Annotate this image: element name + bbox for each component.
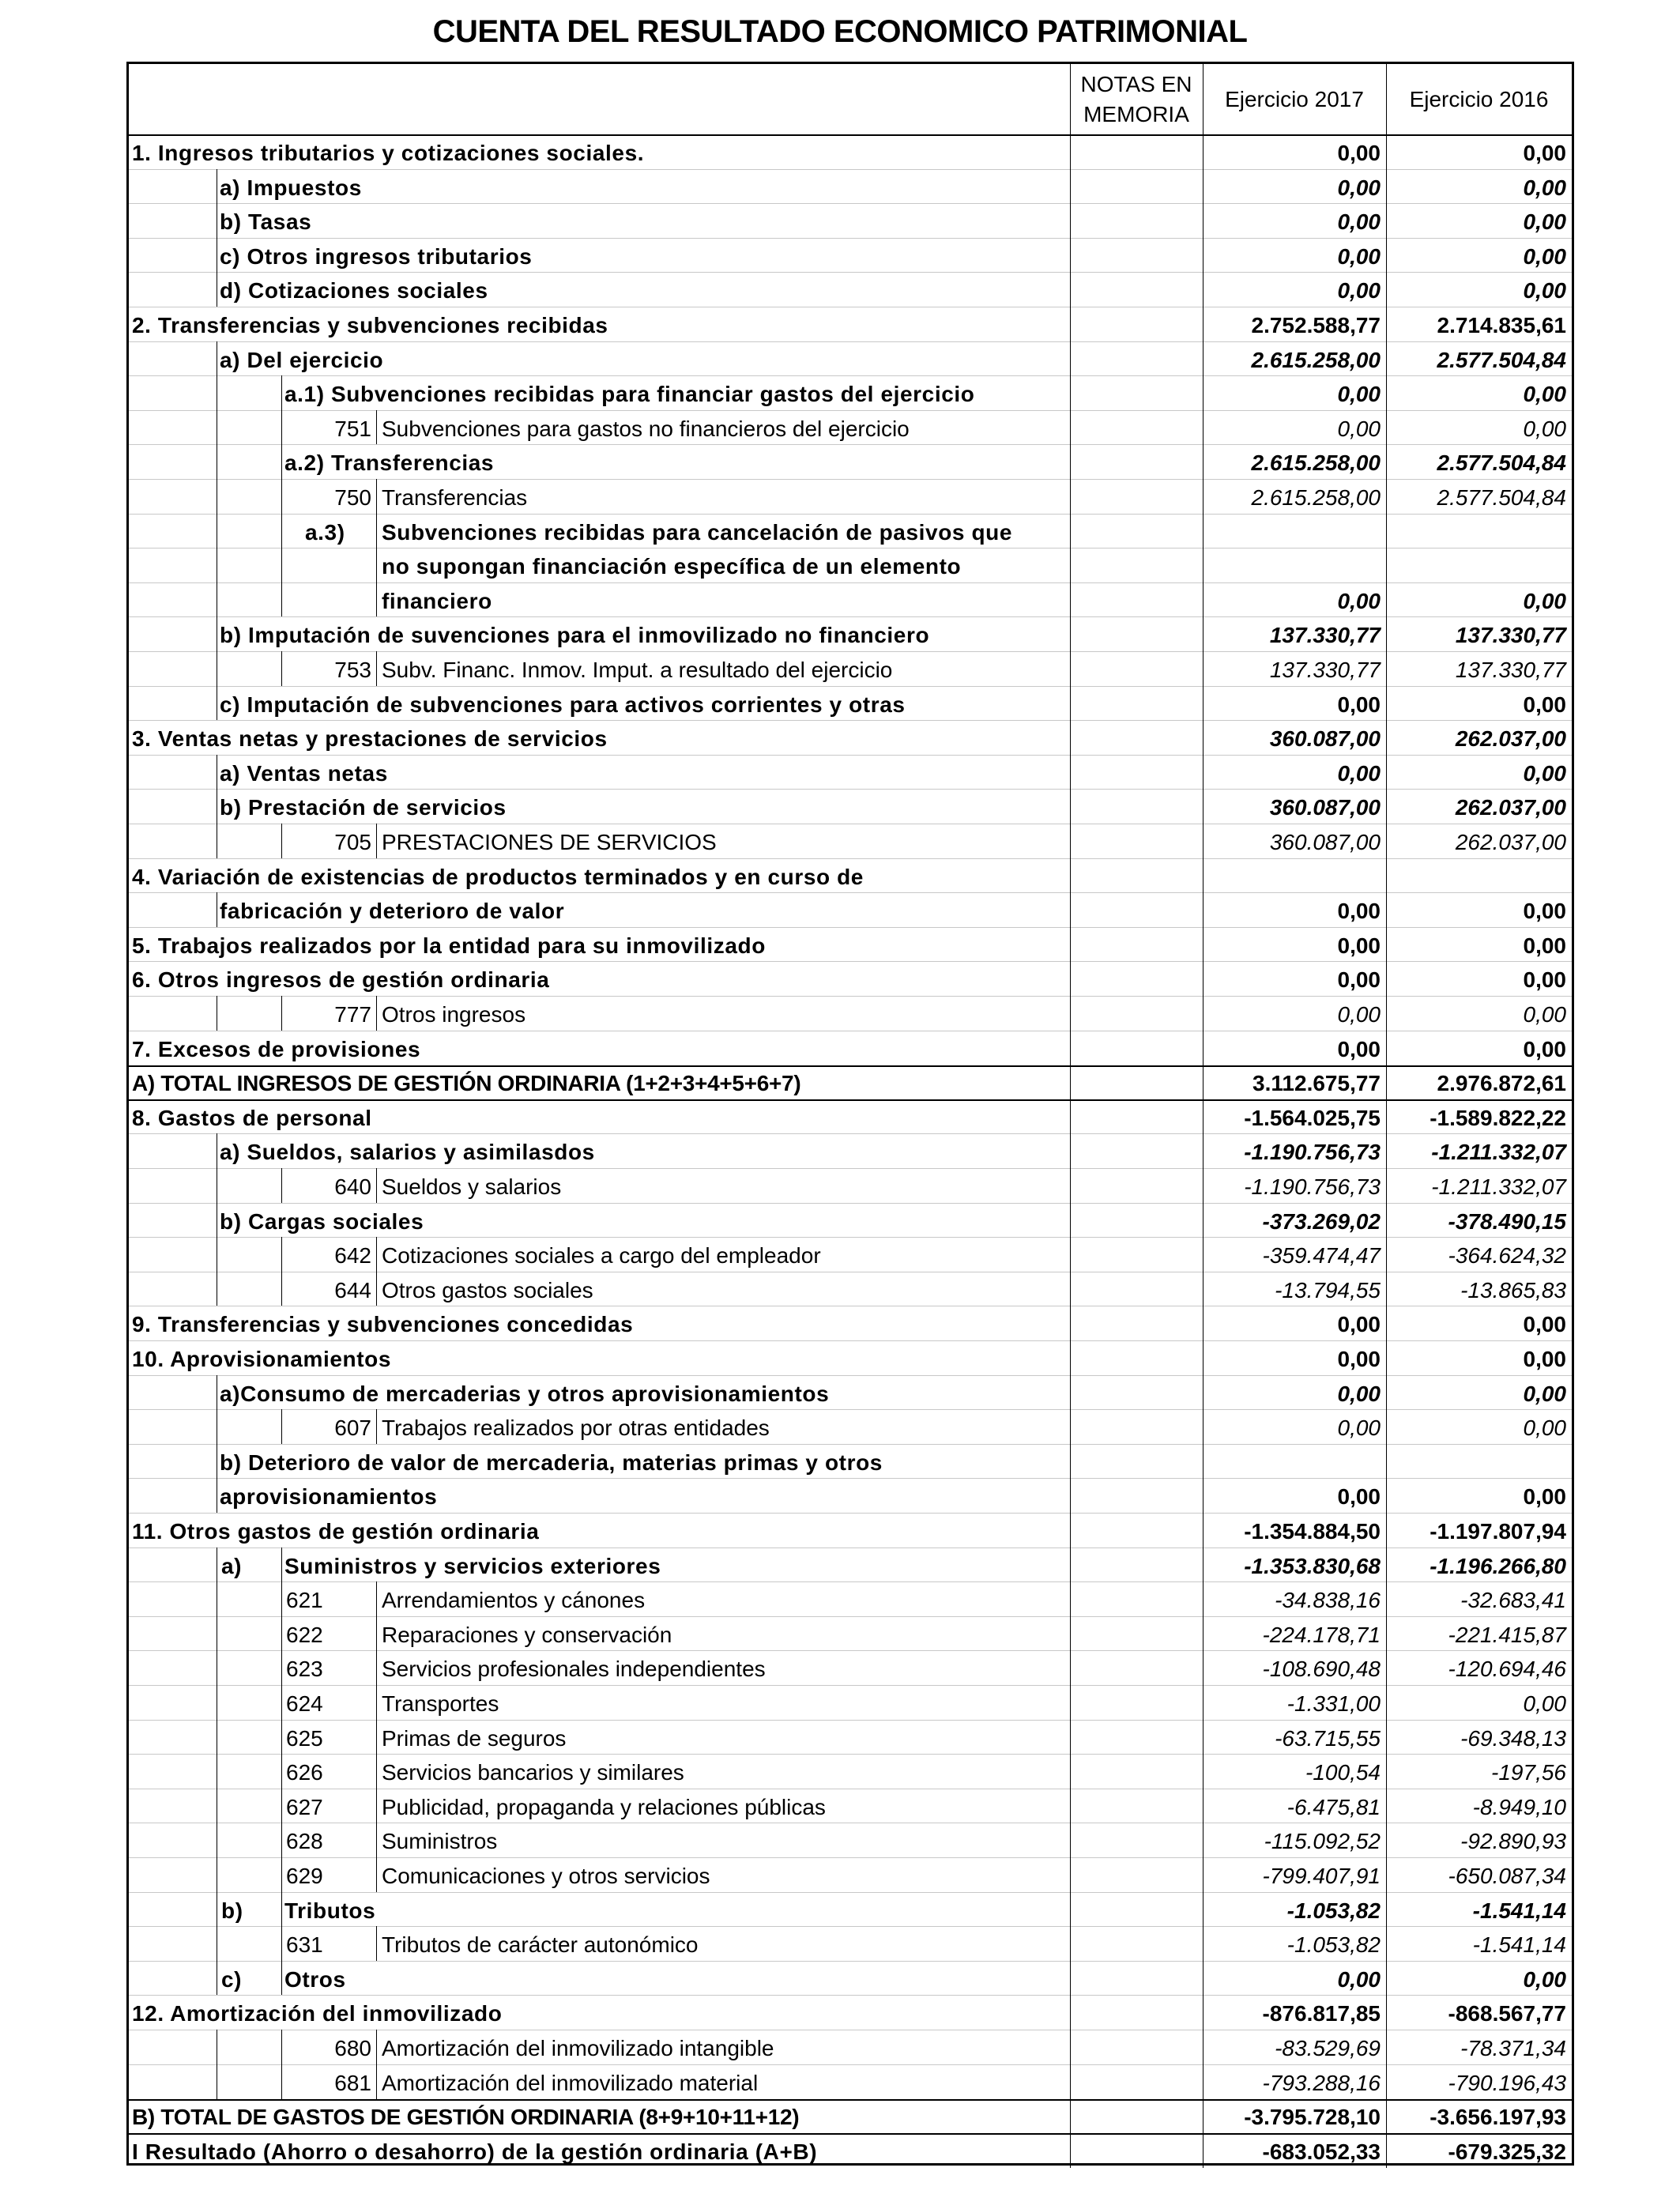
- value-2016: 262.037,00: [1455, 726, 1566, 752]
- row-label: Servicios bancarios y similares: [382, 1760, 684, 1785]
- table-row: [129, 307, 1572, 341]
- row-label: Comunicaciones y otros servicios: [382, 1864, 710, 1888]
- table-row: [129, 927, 1572, 962]
- account-code: 625: [286, 1725, 323, 1751]
- table-row: [129, 410, 1572, 445]
- row-label: b) Prestación de servicios: [220, 795, 507, 820]
- table-row: [129, 1823, 1572, 1857]
- account-code: 607: [334, 1416, 371, 1441]
- account-code: a): [221, 1553, 243, 1578]
- table-row: [129, 203, 1572, 238]
- table-row: [129, 582, 1572, 617]
- value-2017: -1.331,00: [1286, 1691, 1381, 1716]
- table-row: [129, 1065, 1572, 1101]
- value-2016: 0,00: [1523, 967, 1566, 993]
- row-label: Otros: [284, 1966, 346, 1992]
- value-2017: 360.087,00: [1269, 830, 1381, 854]
- value-2017: 360.087,00: [1269, 795, 1381, 820]
- row-label: Subvenciones recibidas para cancelación de pasivos que: [382, 519, 1013, 545]
- value-2016: 262.037,00: [1455, 830, 1566, 854]
- value-2016: -197,56: [1491, 1760, 1566, 1785]
- row-label: Servicios profesionales independientes: [382, 1657, 766, 1682]
- account-code: 622: [286, 1622, 323, 1647]
- value-2017: 2.615.258,00: [1251, 347, 1381, 372]
- account-code: 621: [286, 1588, 323, 1613]
- value-2017: 0,00: [1337, 278, 1381, 303]
- value-2017: 0,00: [1337, 1347, 1381, 1371]
- value-2016: 0,00: [1523, 243, 1566, 269]
- row-label: a) Del ejercicio: [220, 347, 384, 372]
- account-code: 640: [334, 1174, 371, 1199]
- value-2016: 0,00: [1523, 1381, 1566, 1406]
- value-2016: 0,00: [1523, 933, 1566, 958]
- value-2016: -868.567,77: [1448, 2001, 1566, 2026]
- row-label: b) Deterioro de valor de mercaderia, materias primas y otros: [220, 1449, 883, 1475]
- row-label: 11. Otros gastos de gestión ordinaria: [132, 1519, 540, 1544]
- value-2017: 0,00: [1337, 1966, 1381, 1992]
- value-2017: 0,00: [1337, 243, 1381, 269]
- value-2016: -1.541,14: [1472, 1932, 1566, 1958]
- value-2017: -1.354.884,50: [1244, 1519, 1381, 1544]
- row-label: a) Sueldos, salarios y asimilasdos: [220, 1140, 595, 1165]
- value-2017: 0,00: [1337, 1036, 1381, 1061]
- value-2017: -224.178,71: [1262, 1622, 1381, 1647]
- value-2017: 0,00: [1337, 967, 1381, 993]
- value-2017: 137.330,77: [1269, 658, 1381, 682]
- account-code: 753: [334, 658, 371, 682]
- table-row: [129, 375, 1572, 410]
- account-code: a.3): [305, 519, 345, 545]
- row-label: Publicidad, propaganda y relaciones públicas: [382, 1794, 826, 1819]
- value-2016: 2.577.504,84: [1437, 485, 1566, 510]
- value-2017: 0,00: [1337, 1312, 1381, 1337]
- value-2017: 2.615.258,00: [1251, 485, 1381, 510]
- value-2016: 0,00: [1523, 141, 1566, 165]
- row-label: 8. Gastos de personal: [132, 1105, 372, 1130]
- value-2016: -221.415,87: [1448, 1622, 1566, 1647]
- row-label: Trabajos realizados por otras entidades: [382, 1416, 770, 1441]
- account-code: b): [221, 1898, 243, 1923]
- value-2016: -13.865,83: [1460, 1277, 1566, 1302]
- table-row: [129, 858, 1572, 893]
- table-row: [129, 1168, 1572, 1203]
- row-label: Reparaciones y conservación: [382, 1622, 672, 1647]
- value-2016: 0,00: [1523, 692, 1566, 717]
- table-row: [129, 1375, 1572, 1410]
- table-header: [129, 64, 1572, 136]
- value-2017: 360.087,00: [1269, 726, 1381, 752]
- value-2017: -6.475,81: [1286, 1794, 1381, 1819]
- table-row: [129, 479, 1572, 514]
- value-2016: 262.037,00: [1455, 795, 1566, 820]
- table-row: [129, 1203, 1572, 1238]
- value-2017: 3.112.675,77: [1252, 1071, 1381, 1096]
- table-row: [129, 2030, 1572, 2064]
- row-label: A) TOTAL INGRESOS DE GESTIÓN ORDINARIA (1+2+3+4+5+6+7): [132, 1071, 801, 1096]
- table-row: [129, 1237, 1572, 1272]
- value-2016: 137.330,77: [1455, 623, 1566, 648]
- table-row: [129, 755, 1572, 790]
- value-2016: 0,00: [1523, 899, 1566, 924]
- value-2017: -876.817,85: [1262, 2001, 1381, 2026]
- account-code: 631: [286, 1932, 323, 1958]
- table-row: [129, 1581, 1572, 1616]
- row-label: 7. Excesos de provisiones: [132, 1036, 421, 1061]
- value-2016: -8.949,10: [1472, 1794, 1566, 1819]
- account-code: 627: [286, 1794, 323, 1819]
- table-row: [129, 134, 1572, 169]
- row-label: Amortización del inmovilizado intangible: [382, 2036, 774, 2060]
- value-2017: -83.529,69: [1275, 2036, 1381, 2060]
- value-2017: 0,00: [1337, 692, 1381, 717]
- value-2017: -793.288,16: [1262, 2070, 1381, 2095]
- value-2017: 0,00: [1337, 899, 1381, 924]
- row-label: Subv. Financ. Inmov. Imput. a resultado del ejercicio: [382, 658, 893, 682]
- value-2016: 0,00: [1523, 278, 1566, 303]
- value-2017: 137.330,77: [1269, 623, 1381, 648]
- value-2016: -3.656.197,93: [1430, 2105, 1566, 2130]
- row-label: Amortización del inmovilizado material: [382, 2070, 759, 2095]
- value-2017: -373.269,02: [1262, 1208, 1381, 1234]
- table-row: [129, 272, 1572, 307]
- table-row: [129, 824, 1572, 858]
- row-label: a) Impuestos: [220, 175, 362, 200]
- table-row: [129, 1340, 1572, 1375]
- header-year-2017: Ejercicio 2017: [1225, 86, 1364, 111]
- value-2016: 0,00: [1523, 760, 1566, 786]
- page-title: CUENTA DEL RESULTADO ECONOMICO PATRIMONIAL: [432, 14, 1248, 49]
- value-2017: -359.474,47: [1262, 1243, 1381, 1269]
- value-2016: -1.541,14: [1472, 1898, 1566, 1923]
- table-row: [129, 514, 1572, 548]
- value-2017: 2.752.588,77: [1251, 313, 1381, 337]
- value-2016: 0,00: [1523, 588, 1566, 613]
- table-row: [129, 1650, 1572, 1685]
- table-row: [129, 1892, 1572, 1927]
- value-2017: 0,00: [1337, 1416, 1381, 1441]
- table-row: [129, 2064, 1572, 2101]
- income-statement-table: [126, 62, 1574, 2166]
- value-2016: -650.087,34: [1448, 1864, 1566, 1888]
- value-2016: 0,00: [1523, 416, 1566, 441]
- value-2017: 0,00: [1337, 1484, 1381, 1510]
- value-2016: 2.976.872,61: [1437, 1071, 1566, 1096]
- row-label: a.1) Subvenciones recibidas para financiar gastos del ejercicio: [284, 382, 975, 407]
- value-2016: -1.589.822,22: [1430, 1105, 1566, 1130]
- account-code: c): [221, 1966, 243, 1992]
- value-2016: -1.196.266,80: [1430, 1553, 1566, 1578]
- value-2017: 0,00: [1337, 933, 1381, 958]
- table-row: [129, 1685, 1572, 1720]
- table-row: [129, 1926, 1572, 1961]
- value-2016: 0,00: [1523, 1002, 1566, 1027]
- account-code: 644: [334, 1277, 371, 1302]
- account-code: 629: [286, 1864, 323, 1888]
- value-2017: 0,00: [1337, 416, 1381, 441]
- row-label: 5. Trabajos realizados por la entidad para su inmovilizado: [132, 933, 766, 958]
- row-label: 10. Aprovisionamientos: [132, 1347, 392, 1371]
- value-2016: -69.348,13: [1460, 1725, 1566, 1751]
- value-2016: -364.624,32: [1448, 1243, 1566, 1269]
- table-row: [129, 1754, 1572, 1789]
- value-2016: 0,00: [1523, 1036, 1566, 1061]
- row-label: Sueldos y salarios: [382, 1174, 562, 1199]
- header-notes: NOTAS EN MEMORIA: [1080, 71, 1192, 126]
- row-label: a.2) Transferencias: [284, 450, 495, 476]
- row-label: Suministros: [382, 1829, 498, 1854]
- value-2017: -1.190.756,73: [1244, 1174, 1381, 1199]
- row-label: 1. Ingresos tributarios y cotizaciones sociales.: [132, 141, 645, 165]
- value-2017: -683.052,33: [1262, 2139, 1381, 2164]
- row-label: d) Cotizaciones sociales: [220, 278, 488, 303]
- table-row: [129, 1099, 1572, 1134]
- table-row: [129, 1478, 1572, 1513]
- row-label: no supongan financiación específica de un elemento: [382, 554, 962, 579]
- table-row: [129, 1616, 1572, 1651]
- row-label: c) Imputación de subvenciones para activos corrientes y otras: [220, 692, 906, 717]
- table-row: [129, 2133, 1572, 2168]
- value-2017: 0,00: [1337, 1002, 1381, 1027]
- table-row: [129, 720, 1572, 755]
- row-label: a) Ventas netas: [220, 760, 388, 786]
- row-label: Otros ingresos: [382, 1002, 526, 1027]
- value-2017: -1.353.830,68: [1244, 1553, 1381, 1578]
- value-2016: 137.330,77: [1455, 658, 1566, 682]
- value-2016: -679.325,32: [1448, 2139, 1566, 2164]
- value-2017: -3.795.728,10: [1244, 2105, 1381, 2130]
- value-2016: 0,00: [1523, 1691, 1566, 1716]
- row-label: Arrendamientos y cánones: [382, 1588, 646, 1613]
- row-label: b) Tasas: [220, 209, 312, 235]
- value-2017: 0,00: [1337, 588, 1381, 613]
- table-row: [129, 1961, 1572, 1996]
- value-2016: -1.211.332,07: [1431, 1140, 1566, 1165]
- table-row: [129, 444, 1572, 479]
- header-year-2016: Ejercicio 2016: [1409, 86, 1549, 111]
- table-row: [129, 1272, 1572, 1306]
- value-2016: 0,00: [1523, 1347, 1566, 1371]
- table-row: [129, 169, 1572, 204]
- account-code: 750: [334, 485, 371, 510]
- value-2017: -13.794,55: [1275, 1277, 1381, 1302]
- row-label: financiero: [382, 588, 492, 613]
- value-2017: -799.407,91: [1262, 1864, 1381, 1888]
- row-label: a)Consumo de mercaderias y otros aprovisionamientos: [220, 1381, 830, 1406]
- account-code: 777: [334, 1002, 371, 1027]
- table-row: [129, 1857, 1572, 1892]
- value-2016: -92.890,93: [1460, 1829, 1566, 1854]
- value-2016: 0,00: [1523, 175, 1566, 200]
- row-label: Transportes: [382, 1691, 499, 1716]
- table-row: [129, 616, 1572, 651]
- table-row: [129, 1444, 1572, 1479]
- table-row: [129, 996, 1572, 1031]
- account-code: 680: [334, 2036, 371, 2060]
- value-2017: 0,00: [1337, 382, 1381, 407]
- value-2016: -1.197.807,94: [1430, 1519, 1566, 1544]
- value-2016: 0,00: [1523, 1966, 1566, 1992]
- value-2017: 2.615.258,00: [1251, 450, 1381, 476]
- account-code: 642: [334, 1243, 371, 1269]
- row-label: B) TOTAL DE GASTOS DE GESTIÓN ORDINARIA (8+9+10+11+12): [132, 2105, 800, 2130]
- account-code: 623: [286, 1657, 323, 1682]
- row-label: 3. Ventas netas y prestaciones de servicios: [132, 726, 608, 752]
- value-2017: -34.838,16: [1275, 1588, 1381, 1613]
- value-2016: -378.490,15: [1448, 1208, 1566, 1234]
- row-label: 4. Variación de existencias de productos terminados y en curso de: [132, 864, 864, 889]
- row-label: Transferencias: [382, 485, 528, 510]
- table-row: [129, 341, 1572, 376]
- row-label: Tributos de carácter autonómico: [382, 1932, 699, 1958]
- value-2017: 0,00: [1337, 141, 1381, 165]
- value-2017: -1.053,82: [1286, 1932, 1381, 1958]
- value-2017: 0,00: [1337, 209, 1381, 235]
- row-label: Primas de seguros: [382, 1725, 567, 1751]
- value-2016: -790.196,43: [1448, 2070, 1566, 2095]
- row-label: Otros gastos sociales: [382, 1277, 593, 1302]
- table-row: [129, 1720, 1572, 1755]
- value-2017: 0,00: [1337, 760, 1381, 786]
- account-code: 705: [334, 830, 371, 854]
- value-2016: 0,00: [1523, 382, 1566, 407]
- value-2017: -100,54: [1305, 1760, 1381, 1785]
- value-2017: -63.715,55: [1275, 1725, 1381, 1751]
- row-label: 2. Transferencias y subvenciones recibidas: [132, 313, 608, 337]
- table-row: [129, 892, 1572, 927]
- row-label: Suministros y servicios exteriores: [284, 1553, 661, 1578]
- value-2016: -1.211.332,07: [1431, 1174, 1566, 1199]
- value-2016: 0,00: [1523, 1312, 1566, 1337]
- value-2016: 0,00: [1523, 209, 1566, 235]
- row-label: c) Otros ingresos tributarios: [220, 243, 533, 269]
- value-2017: 0,00: [1337, 1381, 1381, 1406]
- account-code: 681: [334, 2070, 371, 2095]
- account-code: 624: [286, 1691, 323, 1716]
- table-row: [129, 2098, 1572, 2135]
- value-2016: 2.577.504,84: [1437, 347, 1566, 372]
- table-row: [129, 548, 1572, 582]
- row-label: 9. Transferencias y subvenciones concedidas: [132, 1312, 634, 1337]
- table-row: [129, 1547, 1572, 1582]
- account-code: 626: [286, 1760, 323, 1785]
- value-2017: -108.690,48: [1262, 1657, 1381, 1682]
- table-row: [129, 789, 1572, 824]
- value-2016: 2.577.504,84: [1437, 450, 1566, 476]
- value-2017: -115.092,52: [1264, 1829, 1381, 1854]
- value-2016: -120.694,46: [1448, 1657, 1566, 1682]
- value-2016: -32.683,41: [1460, 1588, 1566, 1613]
- value-2017: -1.564.025,75: [1244, 1105, 1381, 1130]
- table-row: [129, 651, 1572, 686]
- table-row: [129, 1995, 1572, 2030]
- value-2016: 0,00: [1523, 1484, 1566, 1510]
- value-2017: 0,00: [1337, 175, 1381, 200]
- row-label: 6. Otros ingresos de gestión ordinaria: [132, 967, 550, 993]
- value-2016: 2.714.835,61: [1437, 313, 1566, 337]
- row-label: b) Imputación de suvenciones para el inmovilizado no financiero: [220, 623, 930, 648]
- row-label: Cotizaciones sociales a cargo del empleador: [382, 1243, 821, 1269]
- row-label: I Resultado (Ahorro o desahorro) de la gestión ordinaria (A+B): [132, 2139, 818, 2164]
- account-code: 628: [286, 1829, 323, 1854]
- row-label: Tributos: [284, 1898, 376, 1923]
- row-label: Subvenciones para gastos no financieros del ejercicio: [382, 416, 910, 441]
- row-label: PRESTACIONES DE SERVICIOS: [382, 830, 717, 854]
- row-label: 12. Amortización del inmovilizado: [132, 2001, 503, 2026]
- row-label: fabricación y deterioro de valor: [220, 899, 565, 924]
- account-code: 751: [334, 416, 371, 441]
- table-row: [129, 961, 1572, 996]
- table-row: [129, 1306, 1572, 1340]
- table-row: [129, 238, 1572, 273]
- table-row: [129, 686, 1572, 721]
- value-2017: -1.190.756,73: [1244, 1140, 1381, 1165]
- value-2016: 0,00: [1523, 1416, 1566, 1441]
- table-row: [129, 1409, 1572, 1444]
- table-row: [129, 1513, 1572, 1547]
- value-2016: -78.371,34: [1460, 2036, 1566, 2060]
- row-label: b) Cargas sociales: [220, 1208, 424, 1234]
- value-2017: -1.053,82: [1286, 1898, 1381, 1923]
- table-row: [129, 1031, 1572, 1067]
- table-row: [129, 1789, 1572, 1823]
- row-label: aprovisionamientos: [220, 1484, 438, 1510]
- table-row: [129, 1133, 1572, 1168]
